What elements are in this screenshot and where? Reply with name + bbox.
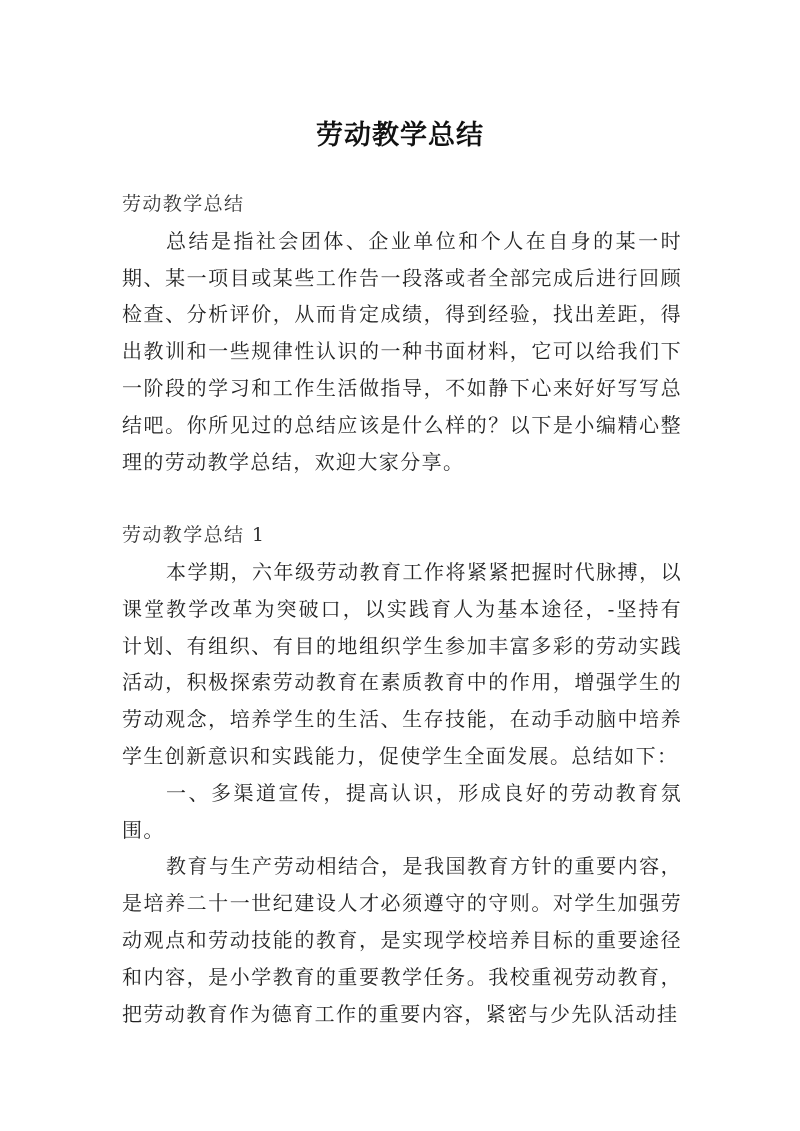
section-heading: 劳动教学总结 1 xyxy=(122,524,266,547)
body-paragraph: 教育与生产劳动相结合，是我国教育方针的重要内容，是培养二十一世纪建设人才必须遵守的守则。对学生加强劳动观点和劳动技能的教育，是实现学校培养目标的重要途径和内容，是小学教育的重要教学任务。我校重视劳动教育，把劳动教育作为德育工作的重要内容，紧密与少先队活动挂 xyxy=(122,854,682,1026)
document-body xyxy=(122,186,682,1032)
document-title: 劳动教学总结 xyxy=(316,120,484,152)
body-paragraph: 本学期，六年级劳动教育工作将紧紧把握时代脉搏，以课堂教学改革为突破口，以实践育人为基本途径，-坚持有计划、有组织、有目的地组织学生参加丰富多彩的劳动实践活动，积极探索劳动教育在素质教育中的作用，增强学生的劳动观念，培养学生的生活、生存技能，在动手动脑中培养学生创新意识和实践能力，促使学生全面发展。总结如下： xyxy=(122,559,682,768)
section-spacer xyxy=(122,480,682,517)
intro-heading: 劳动教学总结 xyxy=(122,193,245,215)
subheading-paragraph: 一、多渠道宣传，提高认识，形成良好的劳动教育氛围。 xyxy=(122,780,682,842)
intro-paragraph: 总结是指社会团体、企业单位和个人在自身的某一时期、某一项目或某些工作告一段落或者全部完成后进行回顾检查、分析评价，从而肯定成绩，得到经验，找出差距，得出教训和一些规律性认识的一种书面材料，它可以给我们下一阶段的学习和工作生活做指导，不如静下心来好好写写总结吧。你所见过的总结应该是什么样的？以下是小编精心整理的劳动教学总结，欢迎大家分享。 xyxy=(122,228,682,474)
